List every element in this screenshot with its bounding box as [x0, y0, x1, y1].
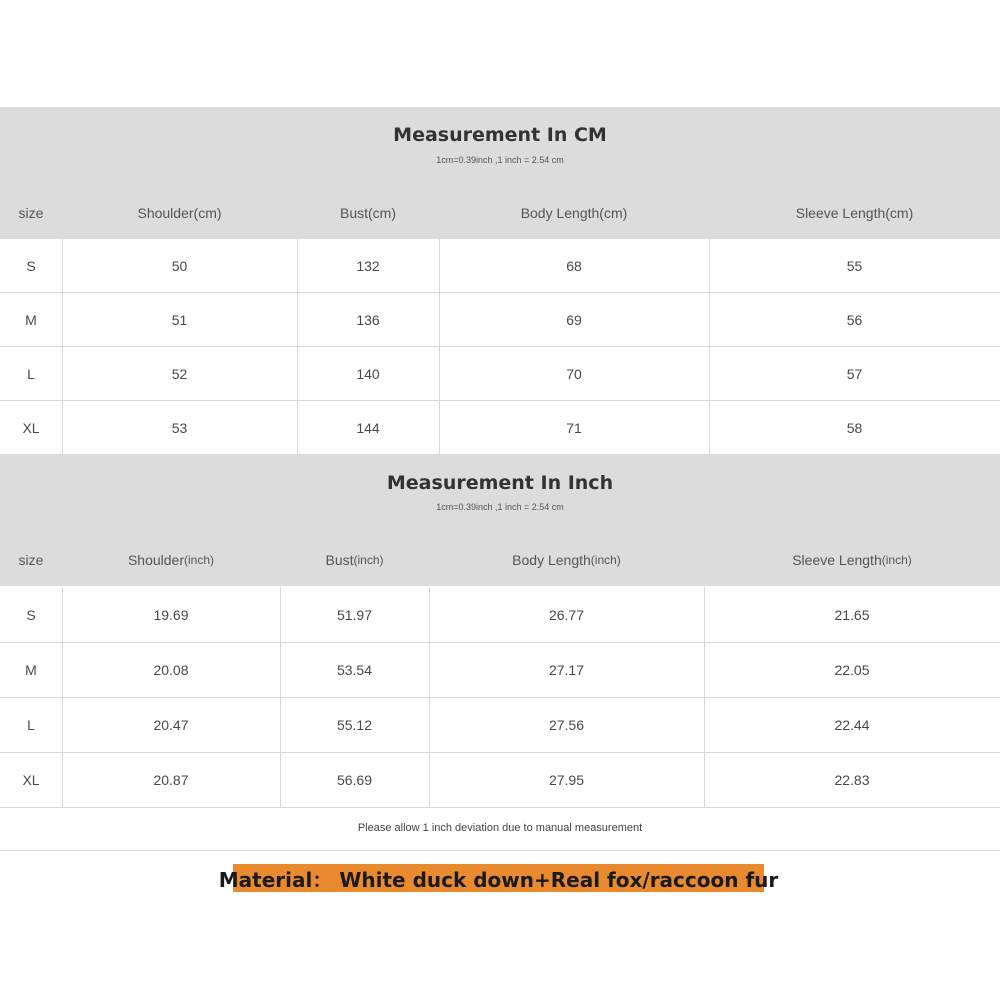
- table-row: [0, 239, 1000, 293]
- table-row: [0, 401, 1000, 454]
- size-cell: S: [26, 257, 36, 274]
- shoulder-cell: 20.47: [153, 716, 189, 733]
- table-row: [0, 293, 1000, 347]
- cm-table-header-row: [0, 187, 1000, 239]
- cm-header-shoulder: Shoulder(cm): [137, 205, 222, 221]
- cm-header-size: size: [18, 205, 44, 221]
- inch-table-header-row: [0, 534, 1000, 586]
- bust-cell: 55.12: [336, 716, 373, 733]
- cm-header-bust: Bust(cm): [340, 205, 396, 221]
- sleeve-length-cell: 22.44: [834, 716, 870, 733]
- table-row: [0, 642, 1000, 698]
- body-length-cell: 26.77: [548, 606, 585, 623]
- body-length-cell: 27.95: [548, 771, 585, 788]
- sleeve-length-cell: 56: [846, 311, 863, 328]
- cm-table-title: Measurement In CM: [393, 124, 607, 146]
- cm-header-body-length: Body Length(cm): [520, 205, 628, 221]
- cm-header-sleeve-length: Sleeve Length(cm): [795, 205, 914, 221]
- table-row: [0, 752, 1000, 808]
- body-length-cell: 27.17: [548, 661, 585, 678]
- inch-header-body-length: [429, 534, 704, 586]
- table-row: [0, 587, 1000, 643]
- bust-cell: 132: [356, 257, 380, 274]
- body-length-cell: 69: [566, 311, 582, 328]
- inch-header-sleeve-length-label: Sleeve Length: [792, 552, 882, 568]
- shoulder-cell: 19.69: [153, 606, 189, 623]
- sleeve-length-cell: 21.65: [834, 606, 870, 623]
- sleeve-length-cell: 55: [846, 257, 863, 274]
- bust-cell: 144: [356, 419, 380, 436]
- size-cell: S: [26, 606, 36, 623]
- sleeve-length-cell: 22.05: [834, 661, 870, 678]
- shoulder-cell: 50: [171, 257, 188, 274]
- inch-header-body-length-unit: (inch): [590, 553, 621, 567]
- bust-cell: 140: [356, 365, 380, 382]
- size-cell: M: [25, 311, 37, 328]
- table-row: [0, 697, 1000, 753]
- inch-header-shoulder-label: Shoulder: [127, 552, 185, 568]
- inch-header-sleeve-length-unit: (inch): [881, 553, 912, 567]
- bust-cell: 53.54: [336, 661, 373, 678]
- inch-header-size: [0, 534, 62, 586]
- shoulder-cell: 53: [171, 419, 188, 436]
- sleeve-length-cell: 22.83: [834, 771, 870, 788]
- cm-measurement-table: [0, 107, 1000, 454]
- table-row: [0, 347, 1000, 401]
- inch-header-bust: [280, 534, 429, 586]
- body-length-cell: 68: [566, 257, 582, 274]
- size-cell: XL: [22, 771, 40, 788]
- size-cell: M: [25, 661, 37, 678]
- bust-cell: 51.97: [336, 606, 373, 623]
- inch-header-shoulder: [62, 534, 280, 586]
- deviation-note: Please allow 1 inch deviation due to manual measurement: [357, 822, 643, 834]
- shoulder-cell: 52: [171, 365, 188, 382]
- material-banner: Material： White duck down+Real fox/raccoon fur: [233, 864, 764, 892]
- deviation-note-row: [0, 808, 1000, 851]
- inch-measurement-table: [0, 454, 1000, 851]
- sleeve-length-cell: 57: [846, 365, 863, 382]
- inch-header-size-label: size: [18, 552, 44, 568]
- size-cell: L: [27, 365, 35, 382]
- inch-table-conversion-note: 1cm=0.39inch ,1 inch = 2.54 cm: [436, 502, 564, 512]
- shoulder-cell: 51: [171, 311, 188, 328]
- inch-header-bust-unit: (inch): [353, 553, 384, 567]
- inch-header-bust-label: Bust: [325, 552, 354, 568]
- sleeve-length-cell: 58: [846, 419, 863, 436]
- cm-table-conversion-note: 1cm=0.39inch ,1 inch = 2.54 cm: [436, 155, 564, 165]
- shoulder-cell: 20.87: [153, 771, 189, 788]
- body-length-cell: 71: [566, 419, 582, 436]
- inch-header-shoulder-unit: (inch): [184, 553, 215, 567]
- bust-cell: 136: [356, 311, 380, 328]
- inch-table-title: Measurement In Inch: [386, 472, 614, 494]
- size-cell: L: [27, 716, 35, 733]
- body-length-cell: 70: [566, 365, 582, 382]
- shoulder-cell: 20.08: [153, 661, 189, 678]
- inch-header-sleeve-length: [704, 534, 1000, 586]
- bust-cell: 56.69: [336, 771, 373, 788]
- size-cell: XL: [22, 419, 40, 436]
- body-length-cell: 27.56: [548, 716, 585, 733]
- inch-header-body-length-label: Body Length: [512, 552, 591, 568]
